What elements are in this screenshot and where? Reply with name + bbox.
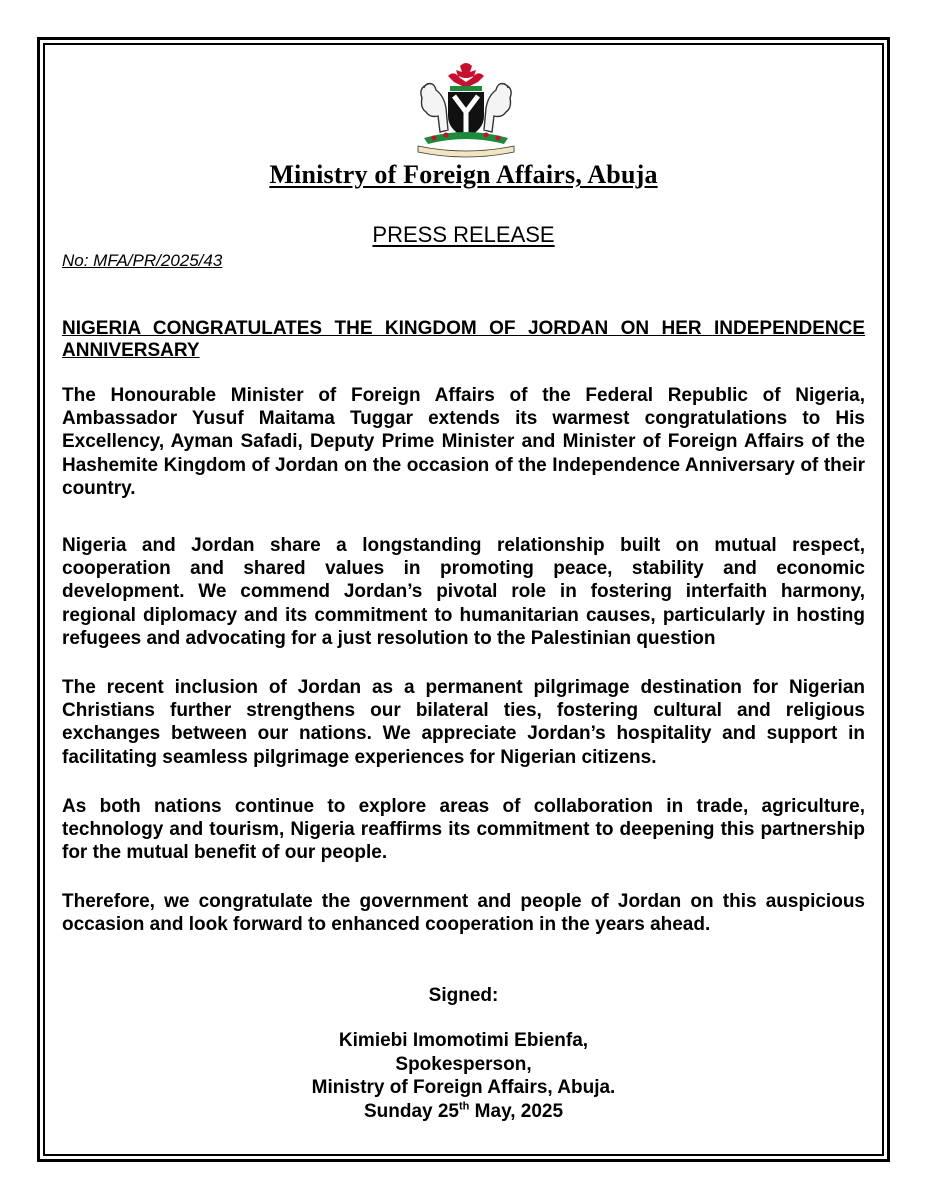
grass-base [424, 132, 508, 144]
paragraph-2: Nigeria and Jordan share a longstanding relationship built on mutual respect, cooperation and shared values in promoting peace, stability and economic development. We commend Jordan’s pivotal role in fostering interfaith harmony, regional diplomacy and its commitment to humanitarian causes, particularly in hosting refugees and advocating for a just resolution to the Palestinian question [62, 535, 865, 649]
paragraph-4: As both nations continue to explore areas of collaboration in trade, agriculture, technology and tourism, Nigeria reaffirms its commitment to deepening this partnership for the mutual benefit of our people. [62, 796, 865, 864]
paragraph-1: The Honourable Minister of Foreign Affairs of the Federal Republic of Nigeria, Ambassador Yusuf Maitama Tuggar extends its warmest congratulations to His Excellency, Ayman Safadi, Deputy Prime Minister and Minister of Foreign Affairs of the Hashemite Kingdom of Jordan on the occasion of the Independence Anniversary of their country. [62, 385, 865, 499]
release-date: Sunday 25th May, 2025 [363, 1100, 564, 1122]
paragraph-5: Therefore, we congratulate the government and people of Jordan on this auspicious occasion and look forward to enhanced cooperation in the years ahead. [62, 891, 865, 936]
ministry-title: Ministry of Foreign Affairs, Abuja [269, 160, 658, 189]
eagle-icon [448, 63, 484, 88]
coat-of-arms [404, 60, 528, 160]
signatory-name: Kimiebi Imomotimi Ebienfa, [338, 1030, 589, 1051]
headline: NIGERIA CONGRATULATES THE KINGDOM OF JORDAN ON HER INDEPENDENCE ANNIVERSARY [62, 318, 865, 361]
horse-right-icon [484, 84, 511, 133]
horse-left-icon [421, 84, 448, 133]
signature-block [0, 1029, 927, 1123]
press-release-label: PRESS RELEASE [372, 222, 555, 247]
paragraph-3: The recent inclusion of Jordan as a permanent pilgrimage destination for Nigerian Christians further strengthens our bilateral ties, fostering cultural and religious exchanges between our nations. We appreciate Jordan’s hospitality and support in facilitating seamless pilgrimage experiences for Nigerian citizens. [62, 677, 865, 768]
signatory-office: Ministry of Foreign Affairs, Abuja. [311, 1077, 616, 1098]
signed-label: Signed: [428, 985, 499, 1006]
torse-band [450, 86, 482, 91]
reference-number: No: MFA/PR/2025/43 [62, 251, 223, 270]
signatory-title: Spokesperson, [395, 1053, 532, 1075]
motto-ribbon [418, 146, 514, 157]
